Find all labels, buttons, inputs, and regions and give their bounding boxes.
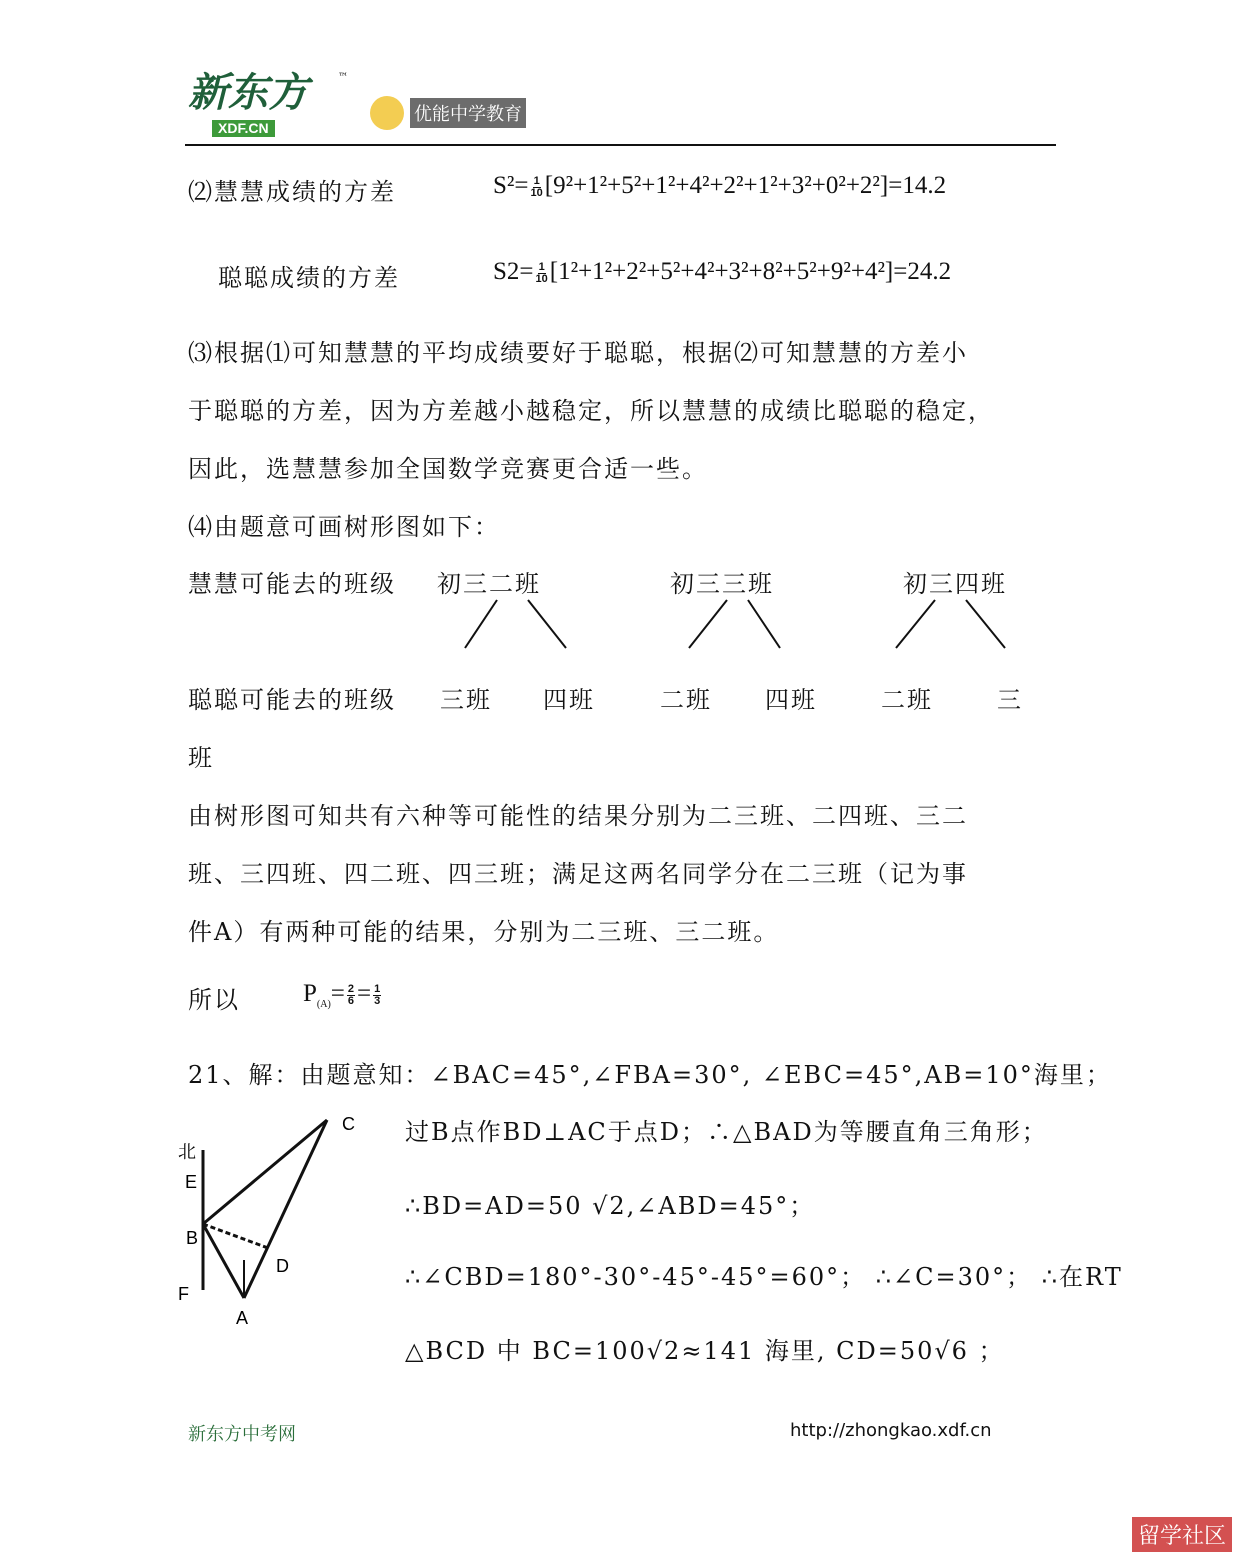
denominator: 10 [535,272,548,285]
formula-body: [9²+1²+5²+1²+4²+2²+1²+3²+0²+2²]=14.2 [544,172,947,199]
label-B: B [186,1228,199,1248]
tree-parent: 初三二班 [437,570,541,598]
equals: = [357,980,372,1007]
denominator: 10 [530,186,543,199]
paragraph-line: 于聪聪的方差，因为方差越小越稳定，所以慧慧的成绩比聪聪的稳定， [188,397,994,425]
tree-branches [0,0,1240,700]
tree-child-wrap: 班 [188,744,214,772]
q21-line: ∴∠CBD=180°-30°-45°-45°=60°； ∴∠C=30°； ∴在RT [405,1263,1123,1291]
q21-line: △BCD 中 BC=100√2≈141 海里, CD=50√6 ； [405,1337,1005,1365]
fraction [373,984,381,1007]
tree-child: 四班 [765,686,817,714]
tree-child: 三 [997,686,1023,714]
label-E: E [185,1172,198,1192]
xdf-logo: 新东方 [188,70,308,116]
paragraph-line: ⑶根据⑴可知慧慧的平均成绩要好于聪聪，根据⑵可知慧慧的方差小 [188,339,968,367]
q21-line: 过B点作BD⊥AC于点D；∴△BAD为等腰直角三角形； [405,1118,1048,1146]
xdf-logo-sub: XDF.CN [212,120,275,137]
numerator: 1 [533,174,540,187]
tree-child: 三班 [440,686,492,714]
tree-child: 二班 [881,686,933,714]
label-D: D [276,1256,289,1276]
tree-intro: ⑷由题意可画树形图如下： [188,513,500,541]
tree-row2-label: 聪聪可能去的班级 [188,686,396,714]
denominator: 6 [347,994,355,1007]
formula-prefix: S²= [493,172,529,199]
footer-site-name: 新东方中考网 [188,1424,296,1445]
q21-line: 21、解：由题意知：∠BAC=45°,∠FBA=30°, ∠EBC=45°,AB=10°海里； [188,1061,1112,1089]
paragraph-line: 由树形图可知共有六种等可能性的结果分别为二三班、二四班、三二 [188,802,968,830]
numerator: 2 [347,982,355,995]
numerator: 1 [374,982,381,995]
trademark: ™ [338,72,348,83]
probability-formula [303,980,383,1010]
label-F: F [178,1284,189,1304]
tree-parent: 初三四班 [903,570,1007,598]
q21-line: ∴BD=AD=50 √2,∠ABD=45°； [405,1192,816,1220]
tree-child: 四班 [543,686,595,714]
paragraph-line: 件A）有两种可能的结果，分别为二三班、三二班。 [188,918,780,946]
tree-parent: 初三三班 [670,570,774,598]
p-symbol: P [303,980,317,1007]
watermark-logo: 留学社区 [1132,1517,1232,1552]
equals: = [330,980,345,1007]
footer-url[interactable]: http://zhongkao.xdf.cn [790,1420,992,1441]
tree-child: 二班 [660,686,712,714]
formula-body: [1²+1²+2²+5²+4²+3²+8²+5²+9²+4²]=24.2 [549,258,952,285]
partner-logo-text: 优能中学教育 [410,98,526,128]
paragraph-line: 班、三四班、四二班、四三班；满足这两名同学分在二三班（记为事 [188,860,968,888]
variance-label-1: ⑵慧慧成绩的方差 [188,178,396,206]
so-label: 所以 [188,986,240,1014]
formula-prefix: S2= [493,258,534,285]
geometry-diagram [170,1100,370,1330]
label-C: C [342,1114,355,1134]
variance-label-2: 聪聪成绩的方差 [218,264,400,292]
denominator: 3 [374,994,381,1007]
label-A: A [236,1308,249,1328]
paragraph-line: 因此，选慧慧参加全国数学竞赛更合适一些。 [188,455,708,483]
p-subscript: (A) [316,999,331,1010]
numerator: 1 [538,260,545,273]
fraction [347,984,355,1007]
tree-row1-label: 慧慧可能去的班级 [188,570,396,598]
label-north: 北 [178,1142,196,1163]
